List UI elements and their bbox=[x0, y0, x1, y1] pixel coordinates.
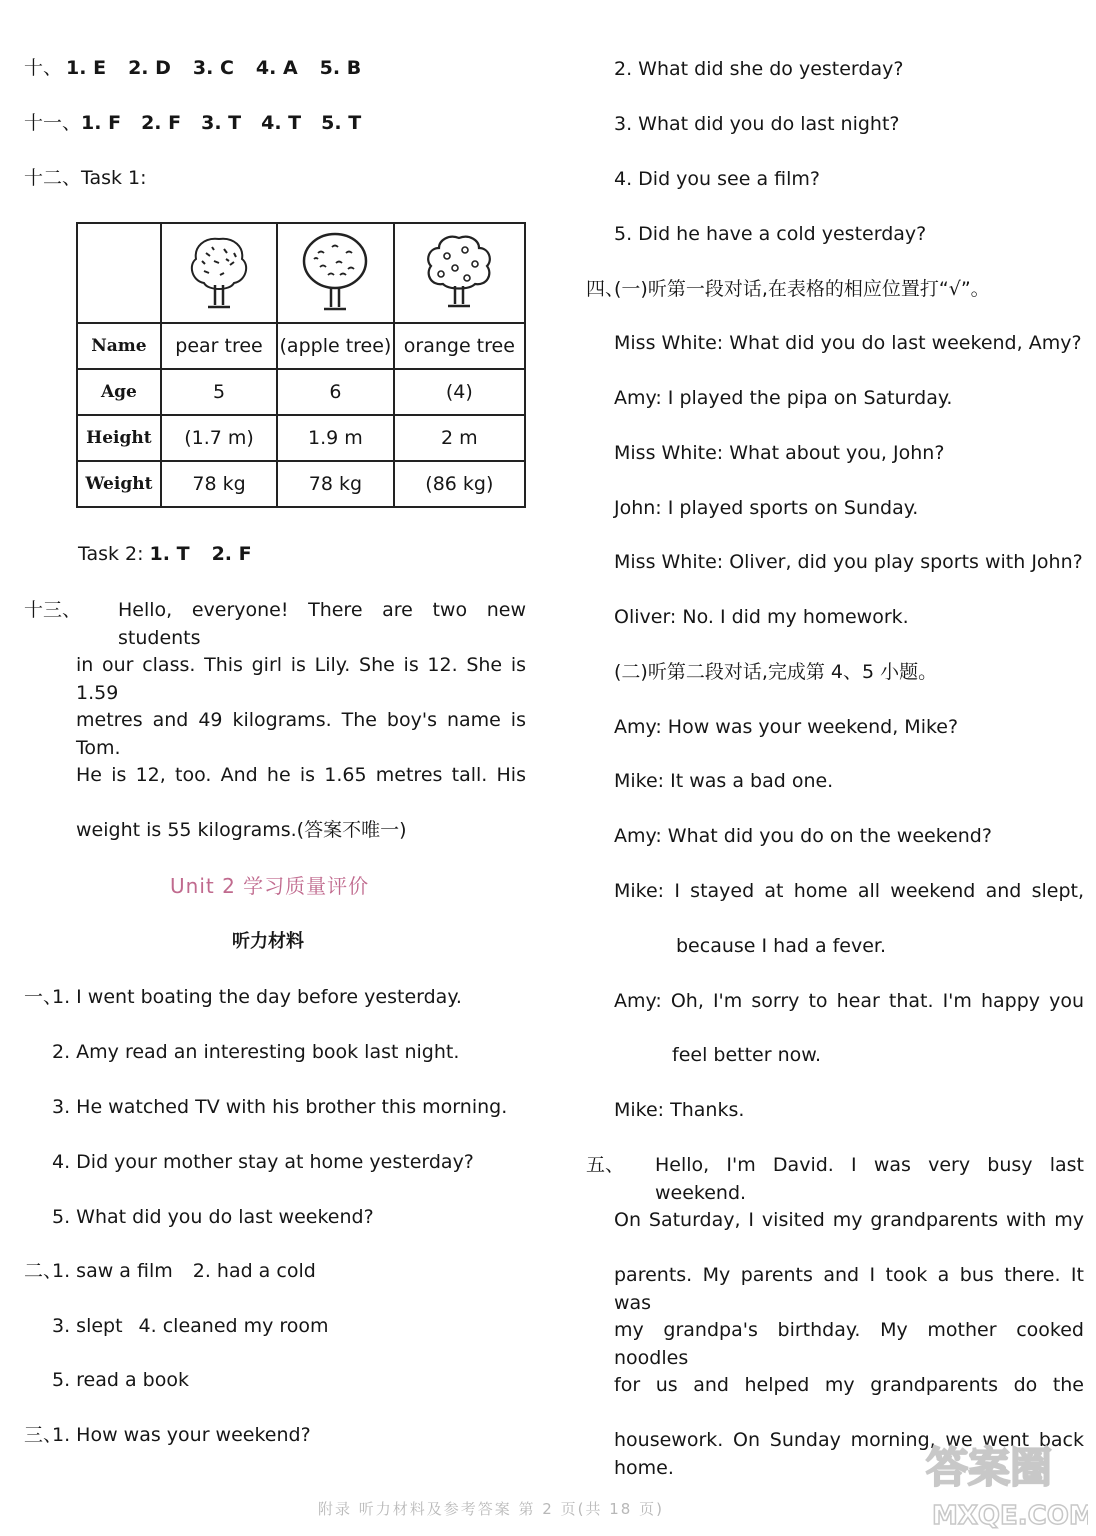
watermark-logo bbox=[918, 1432, 1088, 1532]
unit-heading: Unit 2 学习质量评价 bbox=[170, 874, 370, 898]
dialog-line: John: I played sports on Sunday. bbox=[614, 497, 919, 519]
section-label: 三、 bbox=[24, 1424, 63, 1446]
answer-row-10 bbox=[24, 54, 361, 82]
dialog-line: Amy: I played the pipa on Saturday. bbox=[614, 387, 953, 409]
essay-line: parents. My parents and I took a bus there. It was bbox=[614, 1264, 1084, 1314]
dialog-line: Amy: What did you do on the weekend? bbox=[614, 825, 992, 847]
row-header: Height bbox=[77, 415, 161, 461]
section-label: 五、 bbox=[586, 1154, 625, 1176]
section-label: 四、 bbox=[586, 278, 625, 300]
dialog-line: Miss White: What did you do last weekend, Amy? bbox=[614, 332, 1082, 354]
table-cell: 78 kg bbox=[161, 461, 277, 507]
table-cell: (4) bbox=[394, 369, 525, 415]
dialog-line: feel better now. bbox=[672, 1044, 822, 1066]
list-item: 1. How was your weekend? bbox=[52, 1424, 311, 1446]
watermark-icon bbox=[918, 1432, 1088, 1532]
task-label: Task 2: bbox=[78, 543, 144, 565]
row-header: Name bbox=[77, 323, 161, 369]
list-item: 2. What did she do yesterday? bbox=[614, 58, 904, 80]
dialog-line: Miss White: Oliver, did you play sports with John? bbox=[614, 551, 1083, 573]
table-cell: 6 bbox=[277, 369, 393, 415]
essay-line: Hello, I'm David. I was very busy last weekend. bbox=[655, 1154, 1084, 1204]
essay-line: my grandpa's birthday. My mother cooked noodles bbox=[614, 1319, 1084, 1369]
tree-icon bbox=[421, 230, 497, 312]
section-label: 十、 bbox=[24, 57, 63, 79]
answer: 5. B bbox=[319, 57, 362, 79]
list-item: 4. Did you see a film? bbox=[614, 168, 820, 190]
essay-line: housework. On Sunday morning, we went back home. bbox=[614, 1429, 1084, 1479]
answer: 1. E bbox=[66, 57, 107, 79]
essay-line: in our class. This girl is Lily. She is 12. She is 1.59 bbox=[76, 654, 526, 704]
tree-icon bbox=[184, 231, 254, 311]
answer: 1. T bbox=[149, 543, 190, 565]
section-label: 十二、 bbox=[24, 167, 82, 189]
listening-heading: 听力材料 bbox=[232, 931, 304, 952]
answer: 2. D bbox=[128, 57, 171, 79]
dialog-line: Mike: It was a bad one. bbox=[614, 770, 834, 792]
row-header: Age bbox=[77, 369, 161, 415]
answer: 3. T bbox=[201, 112, 242, 134]
list-item: 1. I went boating the day before yesterday. bbox=[52, 986, 462, 1008]
essay-line: metres and 49 kilograms. The boy's name is Tom. bbox=[76, 709, 526, 759]
list-item: 5. What did you do last weekend? bbox=[52, 1206, 374, 1228]
dialog-line: Amy: How was your weekend, Mike? bbox=[614, 716, 959, 738]
list-item: 5. read a book bbox=[52, 1369, 189, 1391]
essay-line: weight is 55 kilograms.(答案不唯一) bbox=[76, 819, 407, 841]
essay-line: He is 12, too. And he is 1.65 metres tall. His bbox=[76, 764, 526, 786]
section-label: 十三、 bbox=[24, 599, 82, 621]
table-cell: 78 kg bbox=[277, 461, 393, 507]
table-row bbox=[77, 323, 525, 369]
watermark-text-top: 答案圈 bbox=[926, 1443, 1053, 1492]
essay-line: On Saturday, I visited my grandparents with my bbox=[614, 1209, 1084, 1231]
essay-line: for us and helped my grandparents do the bbox=[614, 1374, 1084, 1396]
table-cell: 5 bbox=[161, 369, 277, 415]
tree-icon bbox=[298, 229, 372, 313]
orange-tree-image bbox=[394, 223, 525, 323]
essay-line: Hello, everyone! There are two new students bbox=[118, 599, 526, 649]
pear-tree-image bbox=[161, 223, 277, 323]
dialog-line: Amy: Oh, I'm sorry to hear that. I'm happy you bbox=[614, 990, 1084, 1012]
table-row bbox=[77, 369, 525, 415]
answer-row-12 bbox=[24, 164, 147, 192]
answer: 1. F bbox=[81, 112, 122, 134]
answer: 2. F bbox=[141, 112, 182, 134]
answer-row-11 bbox=[24, 109, 361, 137]
dialog-line: Miss White: What about you, John? bbox=[614, 442, 945, 464]
list-item bbox=[52, 1312, 329, 1340]
section-label: 一、 bbox=[24, 986, 63, 1008]
task2-answers bbox=[78, 540, 252, 568]
answer: 4. cleaned my room bbox=[138, 1315, 329, 1337]
tree-table bbox=[76, 222, 526, 508]
dialog-line: Mike: I stayed at home all weekend and slept, bbox=[614, 880, 1084, 902]
answer: 4. A bbox=[255, 57, 298, 79]
answer: 3. slept bbox=[52, 1315, 123, 1337]
section-label: 二、 bbox=[24, 1260, 63, 1282]
dialog-line: Mike: Thanks. bbox=[614, 1099, 745, 1121]
table-row bbox=[77, 461, 525, 507]
answer: 3. C bbox=[192, 57, 234, 79]
table-cell: (86 kg) bbox=[394, 461, 525, 507]
answer: 1. saw a film bbox=[52, 1260, 173, 1282]
instruction: (一)听第一段对话,在表格的相应位置打“√”。 bbox=[614, 278, 990, 300]
dialog-line: Oliver: No. I did my homework. bbox=[614, 606, 909, 628]
table-row bbox=[77, 415, 525, 461]
empty-cell bbox=[77, 223, 161, 323]
list-item bbox=[52, 1257, 316, 1285]
answer: 2. F bbox=[211, 543, 252, 565]
table-cell: pear tree bbox=[161, 323, 277, 369]
list-item: 2. Amy read an interesting book last night. bbox=[52, 1041, 460, 1063]
apple-tree-image bbox=[277, 223, 393, 323]
list-item: 3. What did you do last night? bbox=[614, 113, 900, 135]
table-cell: (1.7 m) bbox=[161, 415, 277, 461]
answer: 5. T bbox=[321, 112, 362, 134]
answer: 4. T bbox=[261, 112, 302, 134]
table-cell: 2 m bbox=[394, 415, 525, 461]
answer: 2. had a cold bbox=[192, 1260, 316, 1282]
instruction: (二)听第二段对话,完成第 4、5 小题。 bbox=[614, 661, 938, 683]
row-header: Weight bbox=[77, 461, 161, 507]
dialog-line: because I had a fever. bbox=[676, 935, 887, 957]
task-label: Task 1: bbox=[81, 167, 147, 189]
table-cell: orange tree bbox=[394, 323, 525, 369]
page-footer: 附录 听力材料及参考答案 第 2 页(共 18 页) bbox=[318, 1500, 664, 1518]
section-label: 十一、 bbox=[24, 112, 82, 134]
watermark-text-bottom: MXQE.COM bbox=[932, 1501, 1088, 1531]
list-item: 4. Did your mother stay at home yesterday? bbox=[52, 1151, 474, 1173]
table-cell: (apple tree) bbox=[277, 323, 393, 369]
list-item: 5. Did he have a cold yesterday? bbox=[614, 223, 927, 245]
table-cell: 1.9 m bbox=[277, 415, 393, 461]
list-item: 3. He watched TV with his brother this morning. bbox=[52, 1096, 508, 1118]
table-row bbox=[77, 223, 525, 323]
